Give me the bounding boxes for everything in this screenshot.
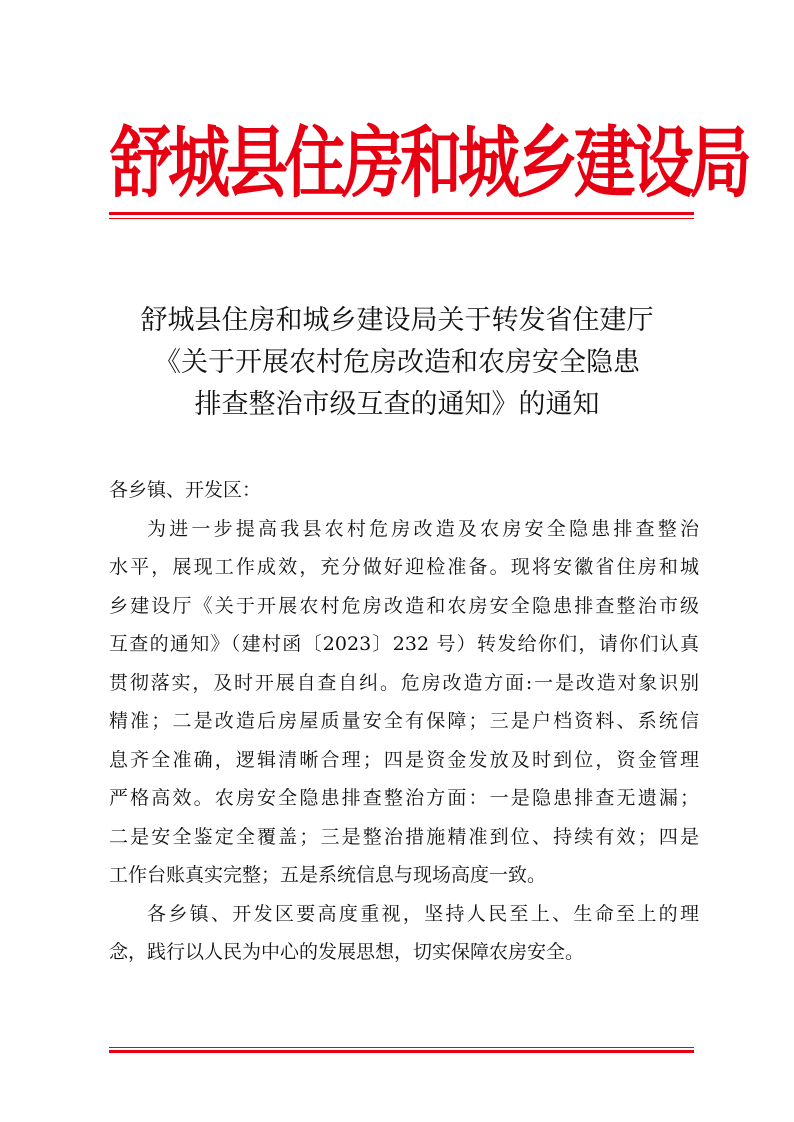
paragraph-line: 严格高效。农房安全隐患排查整治方面：一是隐患排查无遗漏； <box>109 787 699 809</box>
paragraph-line: 为进一步提高我县农村危房改造及农房安全隐患排查整治 <box>147 517 699 540</box>
paragraph-line: 二是安全鉴定全覆盖；三是整治措施精准到位、持续有效；四是 <box>109 825 699 848</box>
letterhead-rule-thin <box>109 218 694 219</box>
paragraph-line: 各乡镇、开发区要高度重视，坚持人民至上、生命至上的理 <box>147 902 699 925</box>
document-title-line: 排查整治市级互查的通知》的通知 <box>194 389 600 420</box>
letterhead-rule-thick <box>109 212 694 215</box>
document-title-line: 《关于开展农村危房改造和农房安全隐患 <box>154 347 640 378</box>
document-title-line: 舒城县住房和城乡建设局关于转发省住建厅 <box>140 305 654 336</box>
paragraph-line: 工作台账真实完整；五是系统信息与现场高度一致。 <box>109 864 547 886</box>
paragraph-line: 互查的通知》（建村函〔2023〕232 号）转发给你们，请你们认真 <box>109 633 699 655</box>
salutation: 各乡镇、开发区： <box>109 479 262 501</box>
document-title <box>100 300 694 426</box>
paragraph-line: 乡建设厅《关于开展农村危房改造和农房安全隐患排查整治市级 <box>109 594 699 617</box>
footer-rule-thick <box>109 1050 694 1053</box>
paragraph-line: 贯彻落实，及时开展自查自纠。危房改造方面:一是改造对象识别 <box>109 671 699 694</box>
paragraph-line: 念，践行以人民为中心的发展思想，切实保障农房安全。 <box>109 941 585 963</box>
letterhead-org-name: 舒城县住房和城乡建设局 <box>110 116 749 208</box>
paragraph-line: 精准；二是改造后房屋质量安全有保障；三是户档资料、系统信 <box>109 710 699 732</box>
paragraph-line: 息齐全准确，逻辑清晰合理；四是资金发放及时到位，资金管理 <box>109 748 699 771</box>
document-body <box>109 471 699 972</box>
paragraph-line: 水平，展现工作成效，充分做好迎检准备。现将安徽省住房和城 <box>109 556 699 578</box>
footer-rule-thin <box>109 1047 694 1048</box>
